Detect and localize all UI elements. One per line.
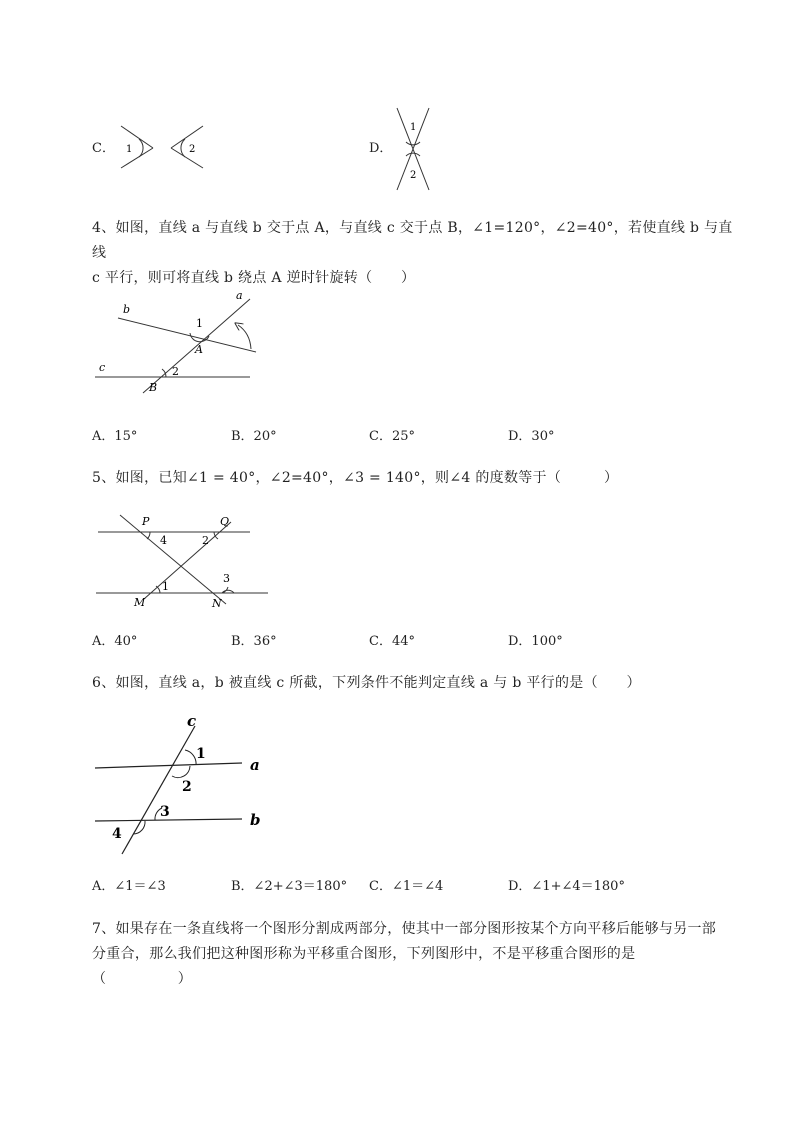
question-4-line2: c 平行，则可将直线 b 绕点 A 逆时针旋转（ ） xyxy=(92,270,416,286)
q4-angle2: 2 xyxy=(172,365,179,378)
question-4-figure xyxy=(90,285,265,400)
q6-angle3: 3 xyxy=(160,804,170,820)
question-5-text xyxy=(92,466,742,491)
q4-label-a: a xyxy=(236,289,243,302)
q4-label-B: B xyxy=(149,381,158,394)
q4-label-c: c xyxy=(99,361,106,374)
d-angle2-label: 2 xyxy=(410,170,417,181)
q5-option-b: B．36° xyxy=(231,634,277,649)
q4-option-d: D．30° xyxy=(508,429,555,444)
q4-label-A: A xyxy=(195,343,203,356)
question-5-figure xyxy=(90,510,275,610)
question-4-text xyxy=(92,216,742,291)
q5-option-d: D．100° xyxy=(508,634,563,649)
q6-option-d: D．∠1+∠4＝180° xyxy=(508,879,625,894)
q5-option-a: A．40° xyxy=(92,634,138,649)
question-6-text xyxy=(92,671,742,696)
q4-option-a: A．15° xyxy=(92,429,138,444)
c-angle1-label: 1 xyxy=(126,144,133,155)
q4-option-c: C．25° xyxy=(369,429,415,444)
q6-option-a: A．∠1＝∠3 xyxy=(92,879,166,894)
q6-option-b: B．∠2+∠3＝180° xyxy=(231,879,348,894)
q5-label-N: N xyxy=(212,597,222,610)
q5-label-P: P xyxy=(142,515,150,528)
question-7-line2: 分重合，那么我们把这种图形称为平移重合图形，下列图形中，不是平移重合图形的是 xyxy=(92,946,636,962)
q5-angle4: 4 xyxy=(160,534,167,547)
q5-label-M: M xyxy=(134,596,146,609)
question-7-line1: 7、如果存在一条直线将一个图形分割成两部分，使其中一部分图形按某个方向平移后能够与另一部 xyxy=(92,921,717,937)
q5-label-Q: Q xyxy=(220,515,230,528)
q5-option-c: C．44° xyxy=(369,634,415,649)
q4-label-b: b xyxy=(123,303,131,316)
q6-angle2: 2 xyxy=(182,779,192,795)
question-7-line3: （ ） xyxy=(92,971,193,987)
option-d-figure xyxy=(388,106,438,192)
question-4-line1: 4、如图，直线 a 与直线 b 交于点 A，与直线 c 交于点 B，∠1=120°，∠2=40°，若使直线 b 与直线 xyxy=(92,220,733,261)
q5-angle3: 3 xyxy=(223,572,230,585)
q4-angle1: 1 xyxy=(196,317,203,330)
question-7-text xyxy=(92,917,742,992)
option-c-figure xyxy=(115,122,210,172)
q6-label-b: b xyxy=(250,811,261,829)
q5-angle2: 2 xyxy=(202,534,209,547)
q4-option-b: B．20° xyxy=(231,429,277,444)
question-6-line1: 6、如图，直线 a，b 被直线 c 所截，下列条件不能判定直线 a 与 b 平行的是（ ） xyxy=(92,675,641,691)
q6-angle4: 4 xyxy=(112,826,122,842)
d-angle1-label: 1 xyxy=(410,122,417,133)
c-angle2-label: 2 xyxy=(189,144,196,155)
q6-option-c: C．∠1＝∠4 xyxy=(369,879,444,894)
option-c-label: C． xyxy=(92,141,115,156)
question-6-figure xyxy=(90,708,270,858)
q6-label-c: c xyxy=(187,712,197,730)
q5-angle1: 1 xyxy=(162,580,169,593)
q6-angle1: 1 xyxy=(196,746,206,762)
option-d-label: D． xyxy=(369,141,393,156)
q6-label-a: a xyxy=(250,756,260,774)
question-5-line1: 5、如图，已知∠1 = 40°，∠2=40°，∠3 = 140°，则∠4 的度数等于（ ） xyxy=(92,470,619,486)
